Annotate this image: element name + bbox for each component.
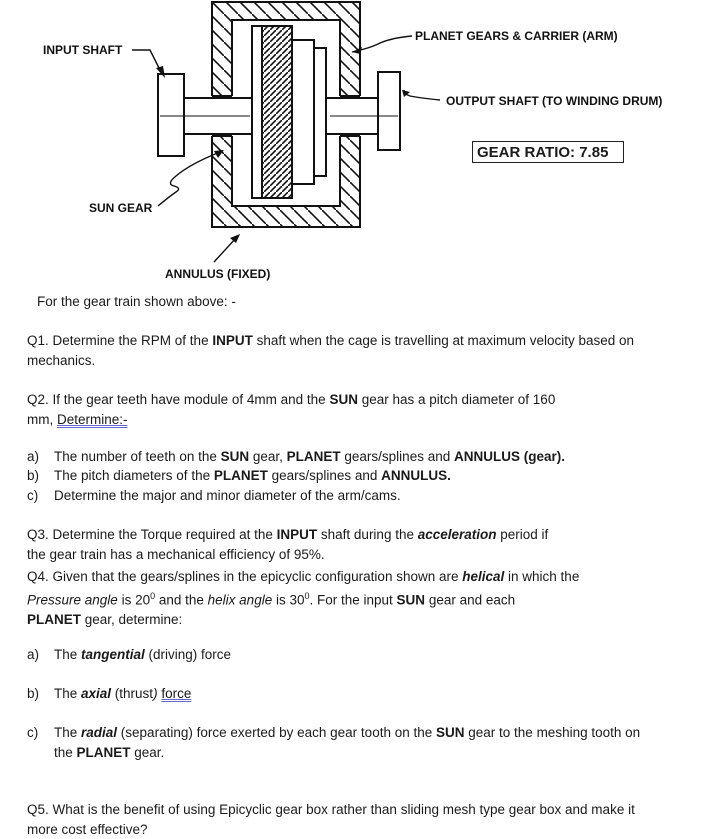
label-output-shaft: OUTPUT SHAFT (TO WINDING DRUM): [446, 94, 663, 108]
label-planet-gears: PLANET GEARS & CARRIER (ARM): [415, 29, 618, 43]
gear-ratio-box: GEAR RATIO: 7.85: [472, 141, 624, 163]
label-input-shaft: INPUT SHAFT: [43, 43, 123, 57]
question-5: Q5. What is the benefit of using Epicyclic gear box rather than sliding mesh type gear box and make it more cost effective?: [27, 802, 635, 837]
label-sun-gear: SUN GEAR: [89, 201, 153, 215]
question-4: Q4. Given that the gears/splines in the epicyclic configuration shown are helical in which the Pressure angle is $20^0$ and the helix angle is $30^0$. For the input SUN gear and each PLANET gear, determine:: [27, 569, 580, 627]
question-3: Q3. Determine the Torque required at the INPUT shaft during the acceleration period if the gear train has a mechanical efficiency of 95%.: [27, 527, 549, 562]
question-2: Q2. If the gear teeth have module of 4mm and the SUN gear has a pitch diameter of 160 mm, Determine:-: [27, 392, 556, 427]
label-annulus: ANNULUS (FIXED): [165, 267, 271, 281]
intro-text: For the gear train shown above: -: [37, 294, 236, 309]
planet-gear: [252, 26, 326, 198]
question-1: Q1. Determine the RPM of the INPUT shaft when the cage is travelling at maximum velocity based on mechanics.: [27, 333, 635, 368]
